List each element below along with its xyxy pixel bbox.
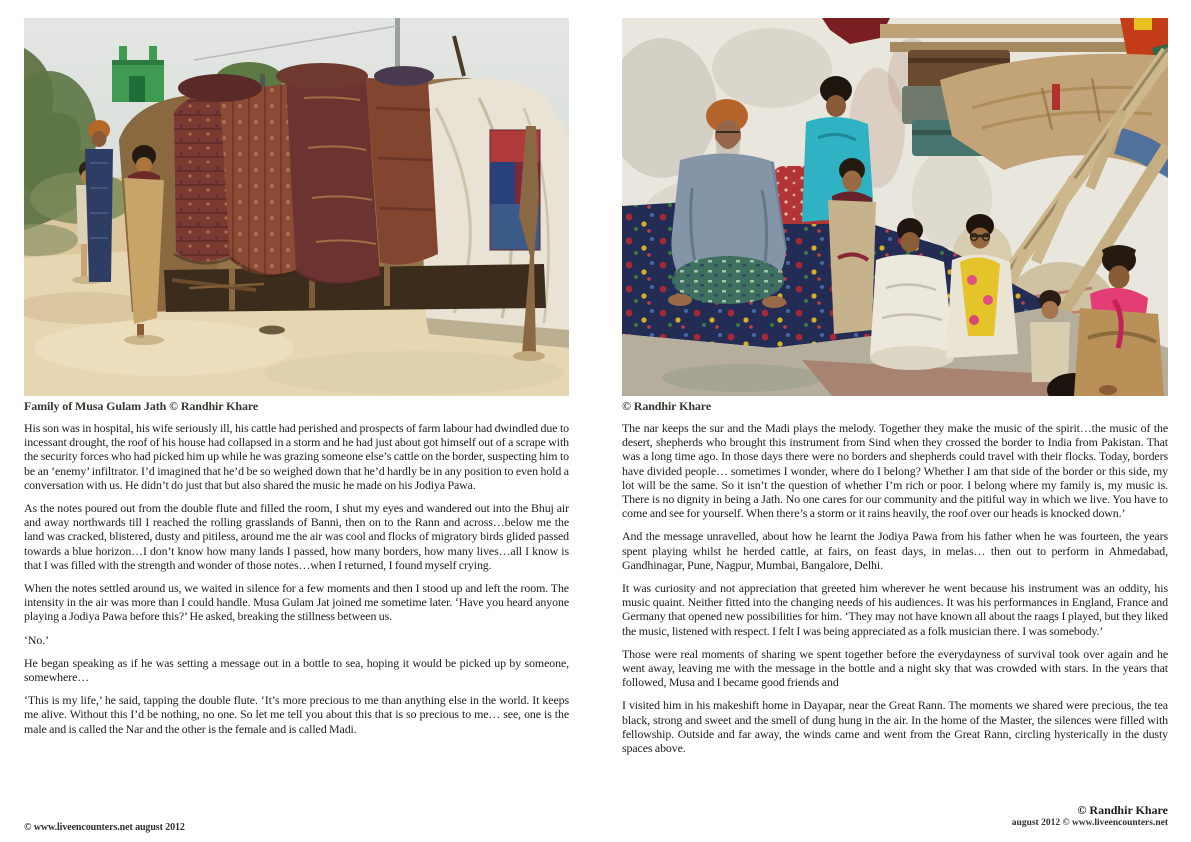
paragraph: It was curiosity and not appreciation that greeted him wherever he went because his instrument was an oddity, his music quaint. Neither fitted into the changing needs of his audiences. It was his performances in England, France and Germany that opened new possibilities for him. ‘They may not have known all about the raags I played, but they liked the music, listened with respect. I felt I was being appreciated as a folk musician there. I was somebody.’ — [622, 581, 1168, 638]
left-photo-caption: Family of Musa Gulam Jath © Randhir Khare — [24, 399, 259, 413]
right-body-text — [622, 421, 1168, 801]
right-page-footer: august 2012 © www.liveencounters.net — [1011, 818, 1168, 828]
paragraph: ‘This is my life,’ he said, tapping the double flute. ‘It’s more precious to me than anything else in the world. It keeps me alive. Without this I’d be nothing, no one. So let me tell you about this that is so precious to me… see, one is the male and is called the Nar and the other is the female and is called Madi. — [24, 693, 569, 736]
tent-family-photo — [24, 18, 569, 396]
left-page-footer: © www.liveencounters.net august 2012 — [24, 822, 185, 833]
paragraph: I visited him in his makeshift home in Dayapar, near the Great Rann. The moments we shared were precious, the tea black, strong and sweet and the smell of dung hung in the air. In the home of the Master, the silences were filled with fellowship. Outside and far away, the winds came and went from the Great Rann, circling hysterically in the dusty spaces above. — [622, 698, 1168, 756]
page-right — [622, 18, 1168, 829]
right-photo-figure — [622, 18, 1168, 414]
family-indoors-photo — [622, 18, 1168, 396]
left-body-text — [24, 421, 569, 823]
paragraph: Those were real moments of sharing we spent together before the everydayness of survival took over again and he went away, leaving me with the message in the bottle and a night sky that was crowded with stars. In the years that followed, Musa and I became good friends and — [622, 646, 1168, 690]
paragraph: The nar keeps the sur and the Madi plays the melody. Together they make the music of the spirit…the music of the desert, shepherds who brought this instrument from Sind when they crossed the border to India from Pakistan. That was a long time ago. In those days there were no borders and shepherds could travel with their flocks. Today, borders have divided people… sometimes I wonder, where do I belong? Whether I am that side of the border or this side, my lot will be the same. So it isn’t the question of whether I’m rich or poor. I belong where my family is, my music is. There is no dignity in being a Jath. No one cares for our community and the pitiful way in which we live. You have to come and see for yourself. When there’s a storm or it rains heavily, the roof over our heads is knocked down.’ — [622, 421, 1168, 521]
paragraph: As the notes poured out from the double flute and filled the room, I shut my eyes and wandered out into the Bhuj air and away northwards till I reached the rolling grasslands of Banni, then on to the Rann and across…below me the land was cracked, blistered, dusty and pitiless, around me the air was cool and flocks of migratory birds glided passed towards a blue horizon…I don’t know how many lands I passed, how many borders, how many lives…all I know is that I was filled with the strength and wonder of those notes…when I returned, I found myself crying. — [24, 501, 569, 572]
right-photo-caption: © Randhir Khare — [622, 399, 712, 413]
paragraph: When the notes settled around us, we waited in silence for a few moments and then I stood up and left the room. The intensity in the air was more than I could handle. Musa Gulam Jat joined me sometime later. ‘Have you heard anyone playing a Jodiya Pawa before this?’ He asked, breaking the stillness between us. — [24, 581, 569, 624]
paragraph: ‘No.’ — [24, 632, 49, 647]
page-left — [24, 18, 569, 823]
author-signature: © Randhir Khare — [1077, 803, 1168, 817]
paragraph: He began speaking as if he was setting a message out in a bottle to sea, hoping it would be picked up by someone, somewhere… — [24, 655, 569, 685]
left-photo-figure — [24, 18, 569, 414]
signature-block — [622, 803, 1168, 829]
paragraph: His son was in hospital, his wife seriously ill, his cattle had perished and prospects of farm labour had dwindled due to incessant drought, the roof of his house had collapsed in a storm and he had just about got himself out of a scrape with the security forces who had picked him up while he was grazing someone else’s cattle on the border, suspecting him to be an ‘enemy’ infiltrator. I’d imagined that he’d be so weighed down that he’d hardly be in any position to even hold a conversation with us. He didn’t do just that but also shared the music he made on his Jodiya Pawa. — [24, 421, 569, 492]
paragraph: And the message unravelled, about how he learnt the Jodiya Pawa from his father when he was fourteen, the years spent playing whilst he herded cattle, at fairs, on feast days, in melas… then out to perform in Ahmedabad, Gandhinagar, Pune, Nagpur, Mumbai, Bangalore, Delhi. — [622, 529, 1168, 572]
